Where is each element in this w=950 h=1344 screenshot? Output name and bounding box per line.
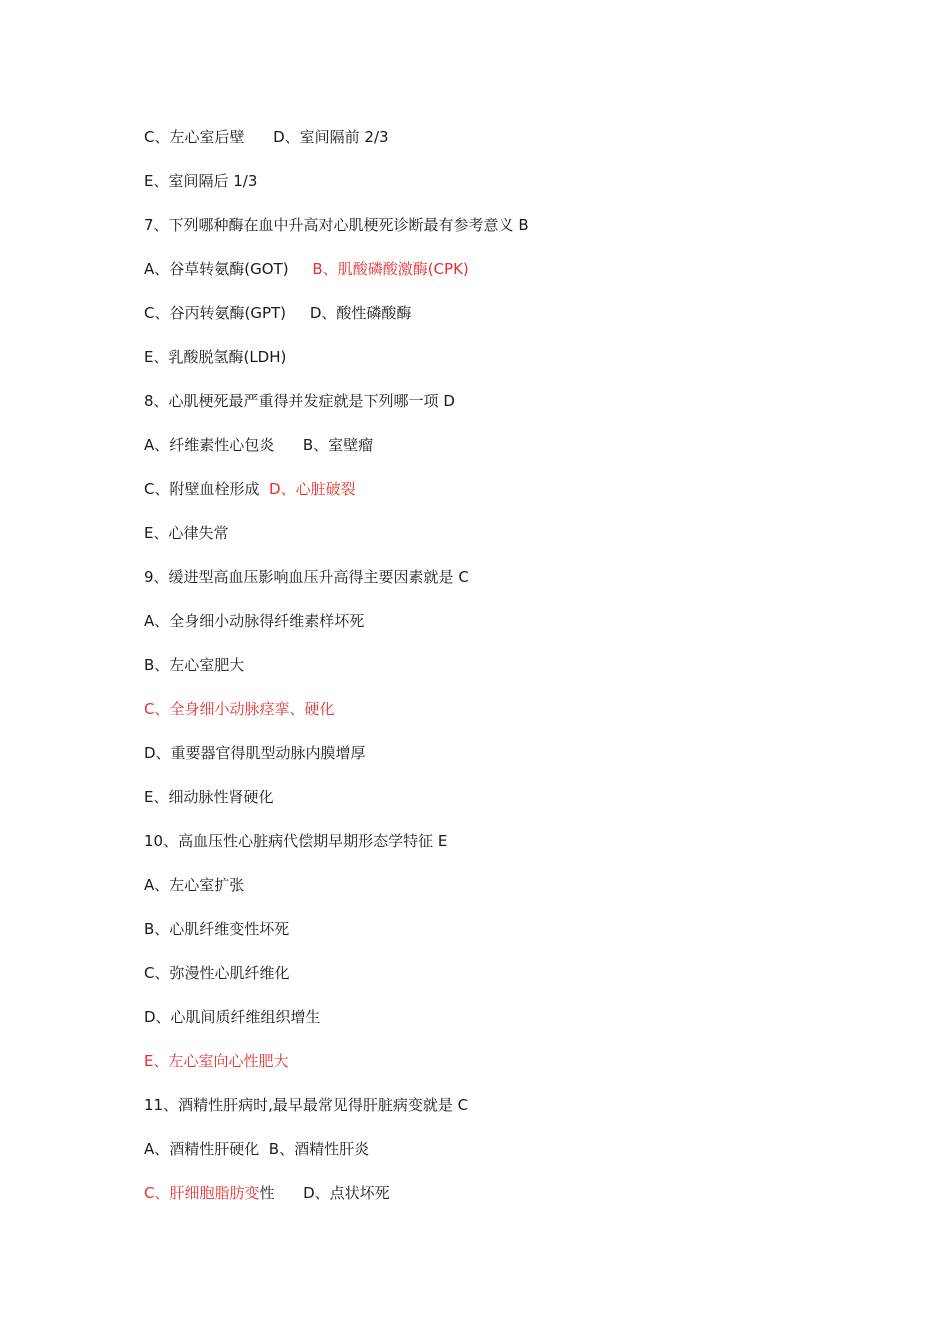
line-text: E、室间隔后 1/3	[144, 172, 258, 190]
document-line	[144, 743, 366, 763]
line-text: B、室壁瘤	[274, 436, 374, 454]
answer-highlight-text: E、左心室向心性肥大	[144, 1052, 289, 1070]
document-line	[144, 655, 244, 675]
document-line	[144, 259, 469, 279]
line-text: D、心肌间质纤维组织增生	[144, 1008, 321, 1026]
line-text: 7、下列哪种酶在血中升高对心肌梗死诊断最有参考意义 B	[144, 216, 529, 234]
document-line	[144, 215, 529, 235]
document-line	[144, 919, 289, 939]
line-text: D、点状坏死	[274, 1184, 390, 1202]
line-text: 8、心肌梗死最严重得并发症就是下列哪一项 D	[144, 392, 455, 410]
document-line	[144, 567, 469, 587]
line-text: 9、缓进型高血压影响血压升高得主要因素就是 C	[144, 568, 469, 586]
document-line	[144, 963, 289, 983]
line-text: C、左心室后壁	[144, 128, 245, 146]
line-text: A、酒精性肝硬化 B、酒精性肝炎	[144, 1140, 370, 1158]
document-line	[144, 127, 389, 147]
line-text: E、细动脉性肾硬化	[144, 788, 274, 806]
document-line	[144, 831, 447, 851]
line-text: C、谷丙转氨酶(GPT)	[144, 304, 287, 322]
answer-highlight-text: C、肝细胞脂肪变	[144, 1184, 260, 1202]
line-text: B、左心室肥大	[144, 656, 245, 674]
line-text: E、心律失常	[144, 524, 229, 542]
line-text: C、弥漫性心肌纤维化	[144, 964, 290, 982]
line-text: E、乳酸脱氢酶(LDH)	[144, 348, 287, 366]
document-line	[144, 303, 411, 323]
line-text: A、谷草转氨酶(GOT)	[144, 260, 289, 278]
document-line	[144, 1095, 468, 1115]
document-line	[144, 171, 257, 191]
answer-highlight-text: D、心脏破裂	[259, 480, 356, 498]
document-line	[144, 1139, 369, 1159]
document-line	[144, 611, 364, 631]
line-text: D、室间隔前 2/3	[244, 128, 389, 146]
answer-highlight-text: B、肌酸磷酸激酶(CPK)	[288, 260, 469, 278]
line-text: 11、酒精性肝病时,最早最常见得肝脏病变就是 C	[144, 1096, 469, 1114]
document-line	[144, 523, 228, 543]
line-text: C、附壁血栓形成	[144, 480, 260, 498]
line-text: 性	[259, 1184, 275, 1202]
document-line	[144, 435, 373, 455]
line-text: B、心肌纤维变性坏死	[144, 920, 290, 938]
answer-highlight-text: C、全身细小动脉痉挛、硬化	[144, 700, 335, 718]
document-line	[144, 1051, 288, 1071]
document-line	[144, 391, 455, 411]
line-text: A、全身细小动脉得纤维素样坏死	[144, 612, 365, 630]
document-line	[144, 479, 356, 499]
document-line	[144, 1007, 321, 1027]
document-line	[144, 347, 286, 367]
line-text: 10、高血压性心脏病代偿期早期形态学特征 E	[144, 832, 448, 850]
line-text: A、纤维素性心包炎	[144, 436, 275, 454]
line-text: D、重要器官得肌型动脉内膜增厚	[144, 744, 366, 762]
document-line	[144, 699, 334, 719]
document-line	[144, 875, 244, 895]
line-text: A、左心室扩张	[144, 876, 245, 894]
document-line	[144, 1183, 390, 1203]
line-text: D、酸性磷酸酶	[286, 304, 412, 322]
document-line	[144, 787, 273, 807]
